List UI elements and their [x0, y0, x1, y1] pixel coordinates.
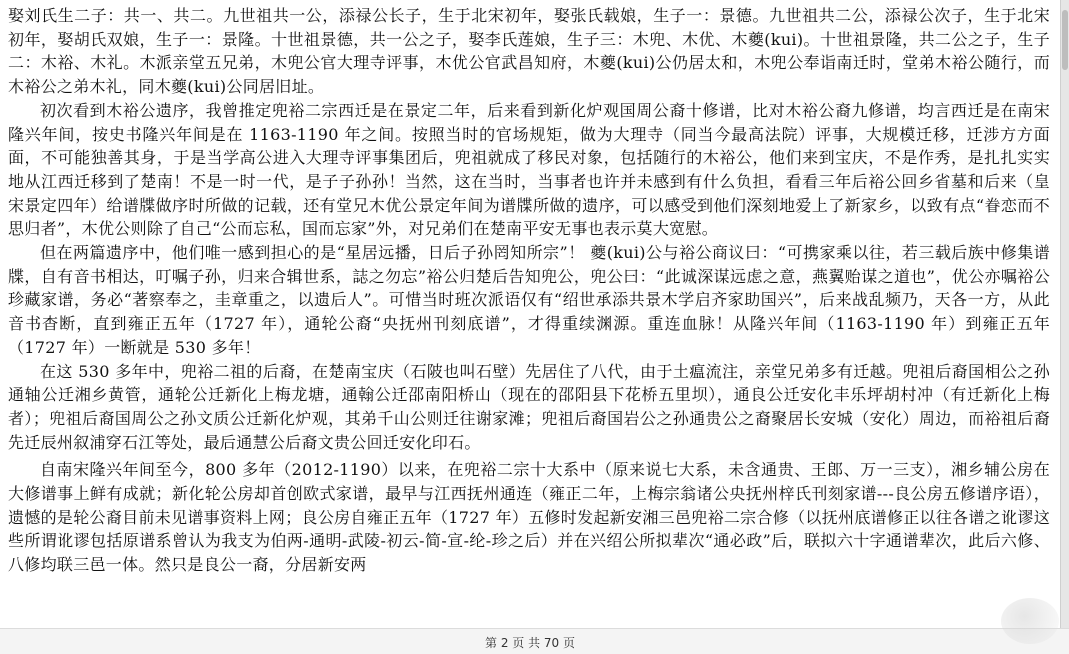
- paragraph-2: 初次看到木裕公遗序，我曾推定兜裕二宗西迁是在景定二年，后来看到新化炉观国周公裔十修谱，比对木裕公裔九修谱，均言西迁是在南宋隆兴年间，按史书隆兴年间是在 1163-1190 年之间。按照当时的官场规矩，做为大理寺（同当今最高法院）评事，大规模迁移，迁涉方方面面，不可能独善其身，于是当学高公进入大理寺评事集团后，兜祖就成了移民对象，包括随行的木裕公，他们来到宝庆，不是作秀，是扎扎实实地从江西迁移到了楚南！不是一时一代，是子子孙孙！当然，这在当时，当事者也许并未感到有什么负担，看看三年后裕公回乡省墓和后来（皇宋景定四年）给谱牒做序时所做的记载，还有堂兄木优公景定年间为谱牒所做的遗序，可以感受到他们深刻地爱上了新家乡，以致有点“眷恋而不思归者”，木优公则除了自己“公而忘私，国而忘家”外，对兄弟们在楚南平安无事也表示莫大宽慰。: [8, 100, 1050, 239]
- paragraph-5: 自南宋隆兴年间至今，800 多年（2012-1190）以来，在兜裕二宗十大系中（原来说七大系，未含通贵、王郎、万一三支），湘乡辅公房在大修谱事上鲜有成就；新化轮公房却首创欧式家谱，最早与江西抚州通连（雍正二年，上梅宗翁诸公央抚州梓氏刊刻家谱---良公房五修谱序语），遗憾的是轮公裔目前未见谱事资料上网；良公房自雍正五年（1727 年）五修时发起新安湘三邑兜裕二宗合修（以抚州底谱修正以往各谱之讹谬这些所谓讹谬包括原谱系曾认为我支为伯两-通明-武陵-初云-简-宣-纶-珍之后）并在兴绍公所拟辈次“通必政”后，联拟六十字通谱辈次，此后六修、八修均联三邑一体。然只是良公一裔，分居新安两: [8, 460, 1050, 575]
- paragraph-4: 在这 530 多年中，兜裕二祖的后裔，在楚南宝庆（石陂也叫石壁）先居住了八代，由于土瘟流注，亲堂兄弟多有迁越。兜祖后裔国相公之孙通轴公迁湘乡黄管，通轮公迁新化上梅龙塘，通翰公迁邵南阳桥山（现在的邵阳县下花桥五里坝），通良公迁安化丰乐坪胡村冲（有迁新化上梅者）；兜祖后裔国周公之孙文质公迁新化炉观，其弟千山公则迁往谢家滩；兜祖后裔国岩公之孙通贵公之裔聚居长安城（安化）周边，而裕祖后裔先迁辰州叙浦穿石江等处，最后通慧公后裔文贵公回迁安化印石。: [8, 361, 1050, 452]
- vertical-scrollbar[interactable]: [1060, 0, 1069, 628]
- paragraph-1: 娶刘氏生二子：共一、共二。九世祖共一公，添禄公长子，生于北宋初年，娶张氏载娘，生子一：景德。九世祖共二公，添禄公次子，生于北宋初年，娶胡氏双娘，生子一：景隆。十世祖景德，共一公之子，娶李氏莲娘，生子三：木兜、木优、木夔(kui)。十世祖景隆，共二公之子，生子二：木裕、木礼。木派亲堂五兄弟，木兜公官大理寺评事，木优公官武昌知府，木夔(kui)公仍居太和，木兜公奉诣南迁时，堂弟木裕公随行，而木裕公之弟木礼，同木夔(kui)公同居旧址。: [8, 6, 1050, 97]
- page-number: 第 2 页 共 70 页: [485, 636, 575, 650]
- document-body: [8, 4, 1050, 577]
- status-footer: [0, 628, 1069, 654]
- paragraph-3: 但在两篇遗序中，他们唯一感到担心的是“星居远播，日后子孙罔知所宗”！ 夔(kui)公与裕公商议曰：“可携家乘以往，若三载后族中修集谱牒，自有音书相达，叮嘱子孙，归来合辑世系，誌之勿忘”裕公归楚后告知兜公，兜公曰：“此诚深谋远虑之意，燕翼贻谋之道也”，优公亦嘱裕公珍藏家谱，务必“著察奉之，圭章重之，以遗后人”。可惜当时班次派语仅有“绍世承添共景木学启齐家助国兴”，后来战乱频乃，天各一方，从此音书杳断，直到雍正五年（1727 年），通轮公裔“央抚州刊刻底谱”，才得重续渊源。重连血脉！从隆兴年间（1163-1190 年）到雍正五年（1727 年）一断就是 530 多年！: [8, 243, 1050, 357]
- scrollbar-thumb[interactable]: [1062, 10, 1068, 70]
